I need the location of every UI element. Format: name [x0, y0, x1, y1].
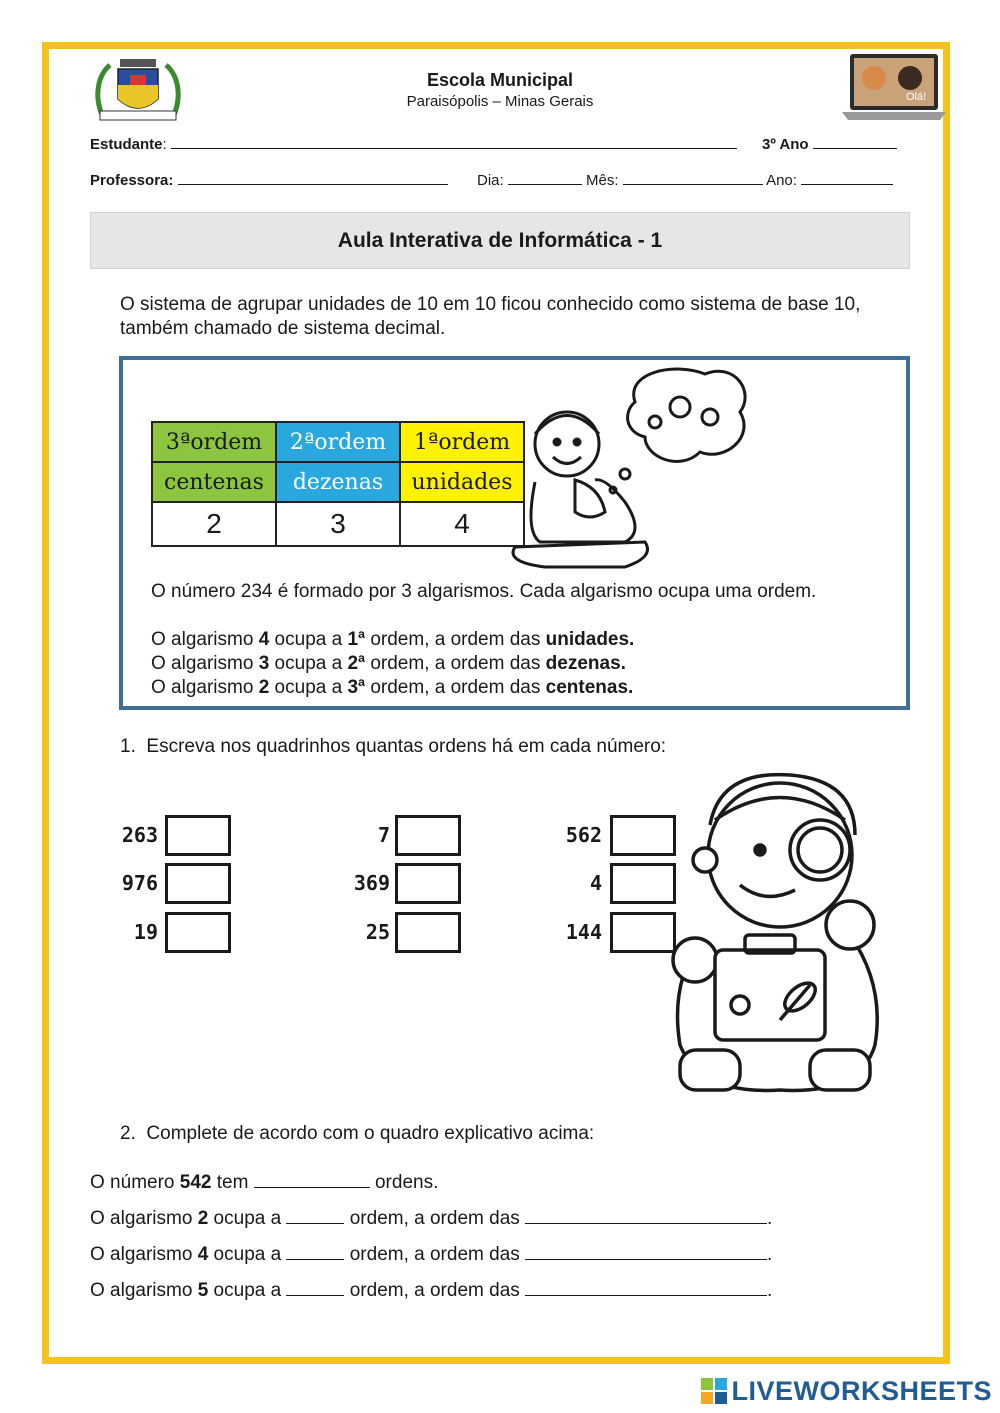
student-field: Estudante:: [90, 132, 737, 153]
q1-number-976: 976: [121, 871, 158, 895]
info-text-part: ocupa a: [269, 629, 348, 650]
order-cell-3: 3ªordem: [152, 422, 276, 462]
laptop-greeting: Olá!: [906, 91, 927, 103]
info-text-part: O algarismo: [151, 677, 259, 698]
liveworksheets-brand: LIVEWORKSHEETS: [731, 1376, 992, 1406]
teacher-label: Professora:: [90, 172, 174, 189]
yr-input[interactable]: [801, 168, 893, 185]
school-name: Escola Municipal: [426, 70, 574, 90]
date-field: [477, 168, 893, 189]
q2-text-part: tem: [211, 1172, 254, 1193]
q1-number-562: 562: [565, 823, 602, 847]
school-city: Paraisópolis – Minas Gerais: [406, 93, 594, 110]
order-cell-1: 1ªordem: [400, 422, 524, 462]
q2-line-orders: [90, 1171, 438, 1194]
info-digit: 3: [258, 653, 270, 674]
q1-answer-box[interactable]: [165, 912, 231, 953]
info-digit: 4: [258, 629, 270, 650]
info-order-name: unidades.: [545, 629, 635, 650]
orders-table: [151, 421, 525, 547]
name-cell-centenas: centenas: [152, 462, 276, 502]
school-crest-logo: [92, 55, 184, 127]
q1-number-144: 144: [565, 920, 602, 944]
q1-number-369: 369: [353, 871, 390, 895]
question-1: [120, 736, 666, 758]
q1-answer-box[interactable]: [165, 863, 231, 904]
lesson-title: Aula Interativa de Informática - 1: [90, 212, 910, 269]
q2-text-part: O algarismo: [90, 1280, 198, 1301]
info-text-part: ordem, a ordem das: [365, 653, 546, 674]
year-field: [762, 132, 897, 153]
q2-line-digit-5: [90, 1279, 772, 1302]
q2-text-part: ocupa a: [208, 1244, 287, 1265]
magnifier-boy-illustration: [660, 765, 890, 1105]
q1-answer-box[interactable]: [395, 863, 461, 904]
question-2-number: 2.: [120, 1123, 136, 1144]
q2-text-part: .: [767, 1208, 773, 1229]
q1-answer-box[interactable]: [395, 815, 461, 856]
q2-text-part: .: [767, 1280, 773, 1301]
info-summary: O número 234 é formado por 3 algarismos. Cada algarismo ocupa uma ordem.: [151, 581, 817, 602]
info-order-name: centenas.: [545, 677, 634, 698]
q1-number-7: 7: [377, 823, 390, 847]
digit-cell-hundreds: 2: [152, 502, 276, 546]
question-1-text: Escreva nos quadrinhos quantas ordens há em cada número:: [146, 736, 667, 757]
day-label: Dia:: [477, 172, 504, 189]
q2-order-input[interactable]: [286, 1279, 344, 1296]
q2-text-part: ordem, a ordem das: [344, 1244, 526, 1265]
info-digit: 2: [258, 677, 270, 698]
student-name-input[interactable]: [171, 132, 737, 149]
q2-line-digit-2: [90, 1207, 772, 1230]
q1-number-4: 4: [589, 871, 602, 895]
q2-number: 542: [179, 1172, 212, 1193]
liveworksheets-logo[interactable]: [701, 1376, 992, 1407]
q2-text-part: .: [767, 1244, 773, 1265]
name-cell-dezenas: dezenas: [276, 462, 400, 502]
laptop-teachers-image: [840, 52, 948, 124]
info-text-part: O algarismo: [151, 629, 259, 650]
question-2-text: Complete de acordo com o quadro explicativo acima:: [146, 1123, 595, 1144]
q2-digit: 5: [197, 1280, 209, 1301]
thinking-boy-illustration: [505, 362, 755, 577]
q1-number-263: 263: [121, 823, 158, 847]
q2-line-digit-4: [90, 1243, 772, 1266]
q2-order-name-input[interactable]: [525, 1207, 767, 1224]
yr-label: Ano:: [766, 172, 797, 189]
q2-text-part: ocupa a: [208, 1208, 287, 1229]
info-text-part: ordem, a ordem das: [365, 629, 546, 650]
info-order: 2ª: [347, 653, 366, 674]
student-label: Estudante: [90, 136, 163, 153]
teacher-name-input[interactable]: [178, 168, 448, 185]
q2-text-part: ordem, a ordem das: [344, 1280, 526, 1301]
month-input[interactable]: [623, 168, 763, 185]
year-label: 3º Ano: [762, 136, 809, 153]
q2-order-name-input[interactable]: [525, 1279, 767, 1296]
digit-cell-tens: 3: [276, 502, 400, 546]
intro-paragraph: O sistema de agrupar unidades de 10 em 10 ficou conhecido como sistema de base 10, também chamado de sistema decimal.: [120, 294, 861, 339]
info-line-units: [151, 628, 634, 652]
q2-order-input[interactable]: [286, 1243, 344, 1260]
q2-order-name-input[interactable]: [525, 1243, 767, 1260]
q1-number-19: 19: [133, 920, 158, 944]
q2-digit: 4: [197, 1244, 209, 1265]
year-input[interactable]: [813, 132, 897, 149]
q2-digit: 2: [197, 1208, 209, 1229]
q2-text-part: O número: [90, 1172, 180, 1193]
question-1-number: 1.: [120, 736, 136, 757]
question-2: [120, 1123, 594, 1145]
info-line-hundreds: [151, 676, 633, 700]
day-input[interactable]: [508, 168, 582, 185]
info-text-part: ocupa a: [269, 677, 348, 698]
month-label: Mês:: [586, 172, 619, 189]
digit-cell-units: 4: [400, 502, 524, 546]
order-cell-2: 2ªordem: [276, 422, 400, 462]
q2-text-part: O algarismo: [90, 1208, 198, 1229]
q2-text-part: ordem, a ordem das: [344, 1208, 526, 1229]
q2-text-part: ordens.: [369, 1172, 439, 1193]
q1-number-25: 25: [365, 920, 390, 944]
q2-text-part: O algarismo: [90, 1244, 198, 1265]
liveworksheets-icon: [701, 1378, 727, 1404]
q2-order-input[interactable]: [286, 1207, 344, 1224]
info-text-part: ordem, a ordem das: [365, 677, 546, 698]
info-order: 1ª: [347, 629, 366, 650]
name-cell-unidades: unidades: [400, 462, 524, 502]
info-text-part: O algarismo: [151, 653, 259, 674]
info-line-tens: [151, 652, 626, 676]
q2-text-part: ocupa a: [208, 1280, 287, 1301]
info-order: 3ª: [347, 677, 366, 698]
teacher-field: [90, 168, 448, 189]
q1-answer-box[interactable]: [395, 912, 461, 953]
q2-orders-input[interactable]: [254, 1171, 370, 1188]
info-text-part: ocupa a: [269, 653, 348, 674]
q1-answer-box[interactable]: [165, 815, 231, 856]
info-order-name: dezenas.: [545, 653, 626, 674]
